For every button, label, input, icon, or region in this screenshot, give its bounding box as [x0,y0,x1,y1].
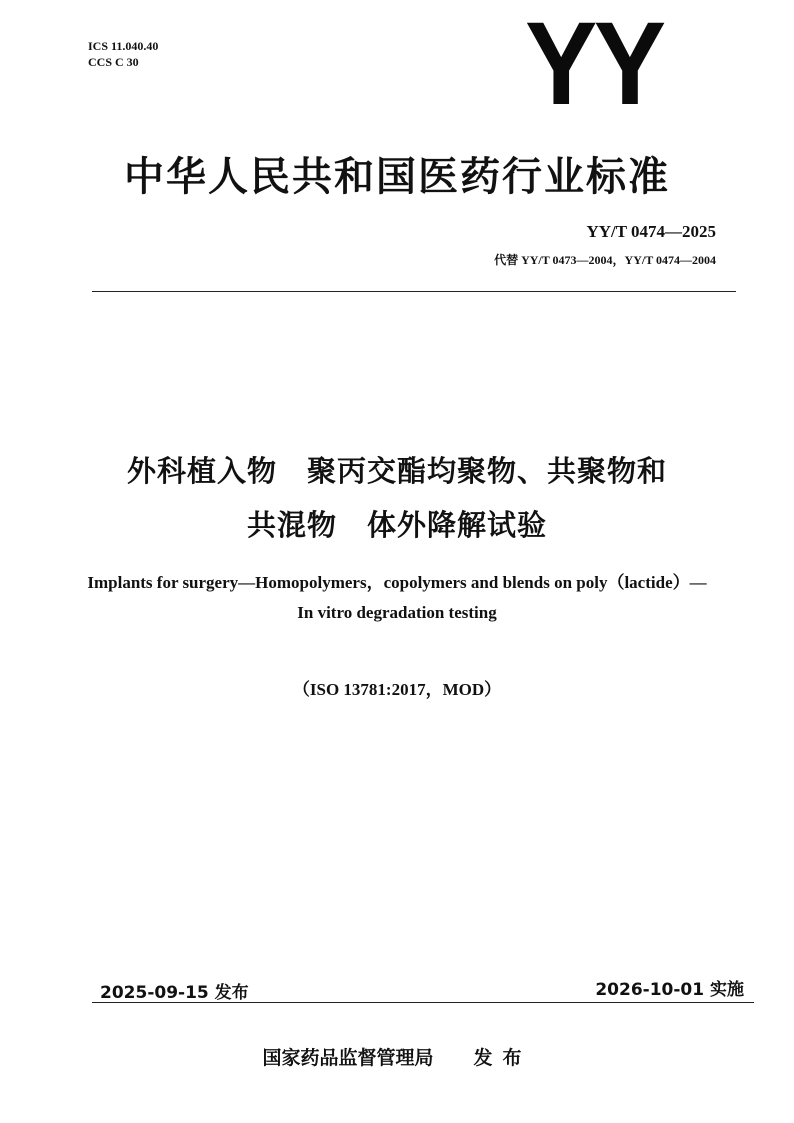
title-chinese-line-2-part-1: 共混物 [246,508,337,542]
ics-code: ICS 11.040.40 [88,39,159,53]
title-chinese-line-1-part-1: 外科植入物 [126,454,277,488]
title-english-line-2: In vitro degradation testing [297,603,497,622]
title-chinese [0,444,794,552]
replaces-note: 代替 YY/T 0473—2004，YY/T 0474—2004 [494,253,716,267]
issuer-action: 发布 [473,1047,532,1069]
title-chinese-line-2-part-2: 体外降解试验 [367,508,548,542]
title-english [0,568,794,628]
yy-logo: YY [525,0,663,130]
adoption-reference: （ISO 13781:2017，MOD） [292,680,502,699]
issue-date: 2025-09-15 发布 [100,983,249,1003]
title-chinese-line-1-part-2: 聚丙交酯均聚物、共聚物和 [307,454,668,488]
issuer-name: 国家药品监督管理局 [262,1047,434,1069]
title-english-line-1: Implants for surgery—Homopolymers，copolymers and blends on poly（lactide）— [87,573,707,592]
issuer [0,1043,794,1070]
standard-number: YY/T 0474—2025 [586,222,716,241]
footer-divider [92,1002,754,1003]
ccs-code: CCS C 30 [88,55,139,69]
implementation-date: 2026-10-01 实施 [595,980,744,1000]
title-chinese-line-1 [0,444,794,498]
classification-codes [88,38,158,70]
standard-category-title: 中华人民共和国医药行业标准 [124,154,670,200]
header-divider [92,291,736,292]
title-chinese-line-2 [0,498,794,552]
